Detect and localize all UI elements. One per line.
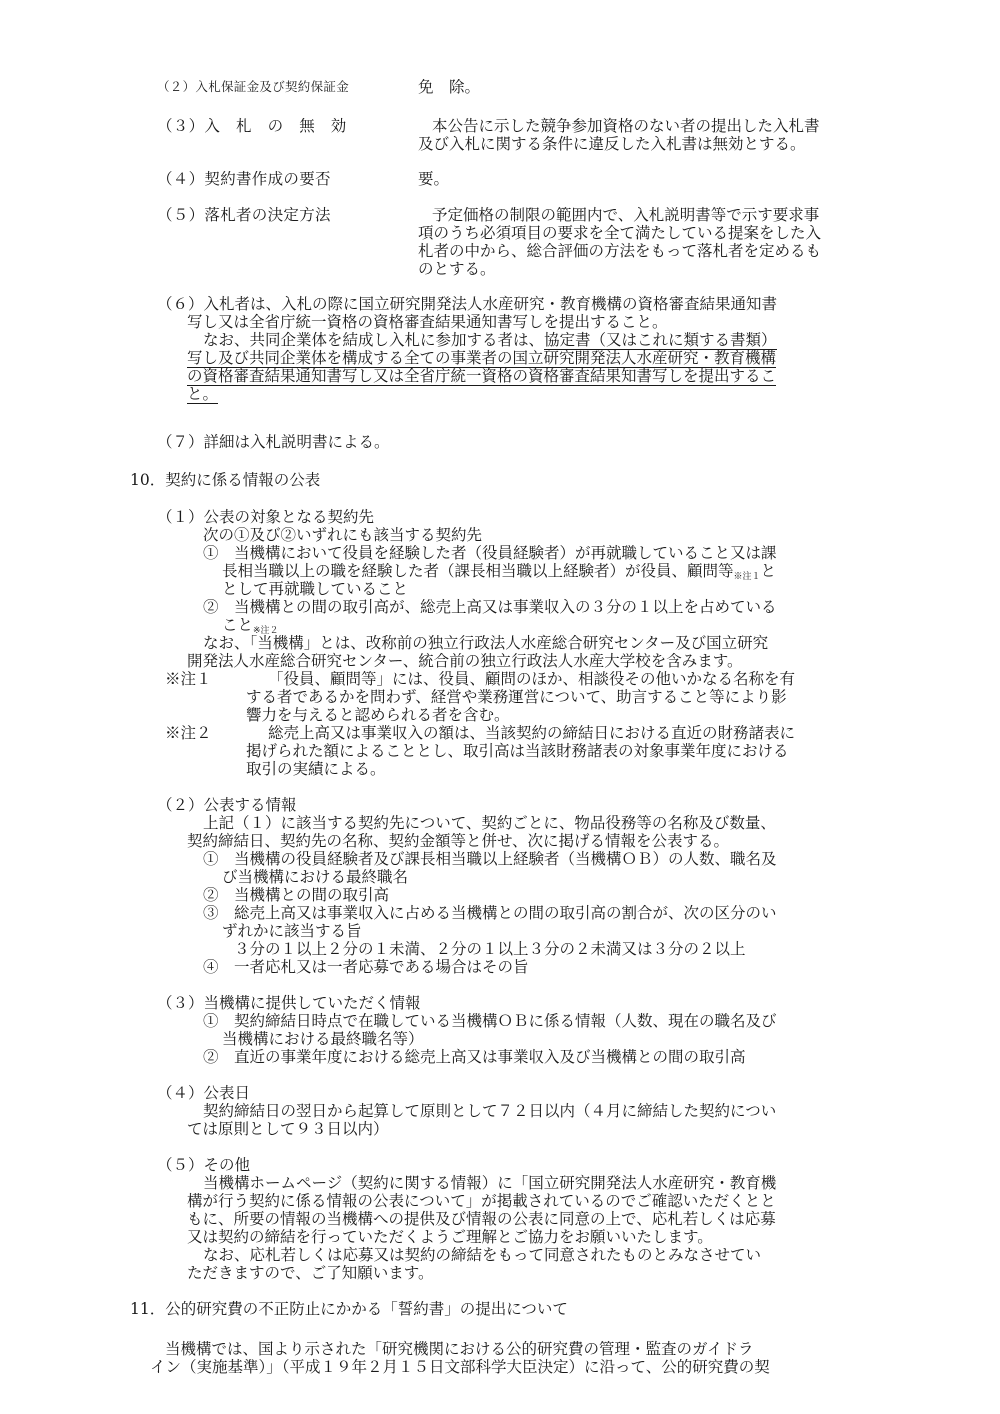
body-line: 構が行う契約に係る情報の公表について」が掲載されているのでご確認いただくとと (187, 1192, 776, 1210)
criterion-line: ずれかに該当する旨 (222, 922, 362, 940)
item-4-value: 要。 (418, 170, 450, 188)
intro-text: 次の①及び②いずれにも該当する契約先 (203, 526, 483, 544)
body-line: 当機構では、国より示された「研究機関における公的研究費の管理・監査のガイドラ (165, 1340, 754, 1358)
body-line: 当機構ホームページ（契約に関する情報）に「国立研究開発法人水産研究・教育機 (203, 1174, 777, 1192)
item-5-line: 項のうち必須項目の要求を全て満たしている提案をした入 (418, 224, 822, 242)
item-6-text: なお、共同企業体を結成し入札に参加する者は、 (203, 331, 545, 349)
item-3-label: （３）入 札 の 無 効 (157, 117, 347, 135)
criterion-line: び当機構における最終職名 (222, 868, 409, 886)
note-text: 響力を与えると認められる者を含む。 (246, 706, 510, 724)
item-6-underlined: 協定書（又はこれに類する書類） (544, 331, 777, 349)
subsection-title: （３）当機構に提供していただく情報 (157, 994, 421, 1012)
item-6-underlined: の資格審査結果通知書写し又は全省庁統一資格の資格審査結果知書写しを提出するこ (187, 367, 777, 385)
item-7: （７）詳細は入札説明書による。 (157, 433, 390, 451)
item-2-value: 免 除。 (418, 78, 481, 96)
body-line: ては原則として９３日以内） (187, 1120, 389, 1138)
note-text: なお、「当機構」とは、改称前の独立行政法人水産総合研究センター及び国立研究 (203, 634, 769, 652)
item-6-line: （６）入札者は、入札の際に国立研究開発法人水産研究・教育機構の資格審査結果通知書 (157, 295, 778, 313)
item-6-line: 写し又は全省庁統一資格の資格審査結果通知書写しを提出すること。 (187, 313, 668, 331)
item-6-underlined: と。 (187, 385, 219, 403)
item-5-line: 予定価格の制限の範囲内で、入札説明書等で示す要求事 (432, 206, 820, 224)
item-6-line (187, 367, 776, 385)
item-5-line: 札者の中から、総合評価の方法をもって落札者を定めるも (418, 242, 822, 260)
subsection-title: （５）その他 (157, 1156, 251, 1174)
section-11-heading: 11．公的研究費の不正防止にかかる「誓約書」の提出について (130, 1300, 568, 1318)
criterion-text: 長相当職以上の職を経験した者（課長相当職以上経験者）が役員、顧問等 (222, 562, 734, 580)
section-10-heading: 10．契約に係る情報の公表 (130, 471, 321, 489)
body-line: 又は契約の締結を行っていただくようご理解とご協力をお願いいたします。 (187, 1228, 713, 1246)
body-line: 契約締結日の翌日から起算して原則として７２日以内（４月に締結した契約につい (203, 1102, 777, 1120)
subsection-title: （１）公表の対象となる契約先 (157, 508, 375, 526)
note-text: する者であるかを問わず、経営や業務運営について、助言すること等により影 (246, 688, 787, 706)
criterion-line: ③ 総売上高又は事業収入に占める当機構との間の取引高の割合が、次の区分のい (203, 904, 777, 922)
item-5-line: のとする。 (418, 260, 496, 278)
item-6-line (187, 349, 776, 367)
body-line: もに、所要の情報の当機構への提供及び情報の公表に同意の上で、応札若しくは応募 (187, 1210, 776, 1228)
note-text: 掲げられた額によることとし、取引高は当該財務諸表の対象事業年度における (246, 742, 789, 760)
body-line: イン（実施基準）」（平成１９年２月１５日文部科学大臣決定）に沿って、公的研究費の契 (150, 1358, 770, 1376)
criterion-line: 当機構における最終職名等） (222, 1030, 424, 1048)
criterion-line: ④ 一者応札又は一者応募である場合はその旨 (203, 958, 529, 976)
criterion-line: ② 当機構との間の取引高 (203, 886, 390, 904)
subsection-title: （２）公表する情報 (157, 796, 297, 814)
criterion-line: ② 当機構との間の取引高が、総売上高又は事業収入の３分の１以上を占めている (203, 598, 777, 616)
note-ref: ※注２ (253, 626, 279, 636)
subsection-title: （４）公表日 (157, 1084, 251, 1102)
item-4-label: （４）契約書作成の要否 (157, 170, 331, 188)
body-line: 契約締結日、契約先の名称、契約金額等と併せ、次に掲げる情報を公表する。 (187, 832, 730, 850)
note-label: ※注２ (165, 724, 212, 742)
criterion-line: ① 当機構において役員を経験した者（役員経験者）が再就職していること又は課 (203, 544, 777, 562)
item-3-line: 本公告に示した競争参加資格のない者の提出した入札書 (432, 117, 820, 135)
note-text: 取引の実績による。 (246, 760, 386, 778)
item-6-line (187, 385, 218, 403)
criterion-line: ３分の１以上２分の１未満、２分の１以上３分の２未満又は３分の２以上 (234, 940, 746, 958)
note-text: 「役員、顧問等」には、役員、顧問のほか、相談役その他いかなる名称を有 (268, 670, 796, 688)
criterion-line: ① 契約締結日時点で在職している当機構ＯＢに係る情報（人数、現在の職名及び (203, 1012, 777, 1030)
item-3-line: 及び入札に関する条件に違反した入札書は無効とする。 (418, 135, 806, 153)
criterion-text: こと (222, 616, 254, 634)
note-text: 開発法人水産総合研究センター、統合前の独立行政法人水産大学校を含みます。 (187, 652, 743, 670)
body-line: 上記（１）に該当する契約先について、契約ごとに、物品役務等の名称及び数量、 (203, 814, 776, 832)
item-2-label: （２）入札保証金及び契約保証金 (157, 79, 350, 94)
item-6-underlined: 写し及び共同企業体を構成する全ての事業者の国立研究開発法人水産研究・教育機構 (187, 349, 777, 367)
criterion-line: として再就職していること (222, 580, 409, 598)
note-text: 総売上高又は事業収入の額は、当該契約の締結日における直近の財務諸表に (268, 724, 796, 742)
item-5-label: （５）落札者の決定方法 (157, 206, 331, 224)
body-line: ただきますので、ご了知願います。 (187, 1264, 434, 1282)
criterion-line: ② 直近の事業年度における総売上高又は事業収入及び当機構との間の取引高 (203, 1048, 746, 1066)
criterion-line: ① 当機構の役員経験者及び課長相当職以上経験者（当機構ＯＢ）の人数、職名及 (203, 850, 777, 868)
note-label: ※注１ (165, 670, 212, 688)
body-line: なお、応札若しくは応募又は契約の締結をもって同意されたものとみなさせてい (203, 1246, 762, 1264)
note-ref: ※注１ (733, 572, 761, 582)
criterion-text: と (760, 562, 777, 580)
item-6-line (203, 331, 777, 349)
